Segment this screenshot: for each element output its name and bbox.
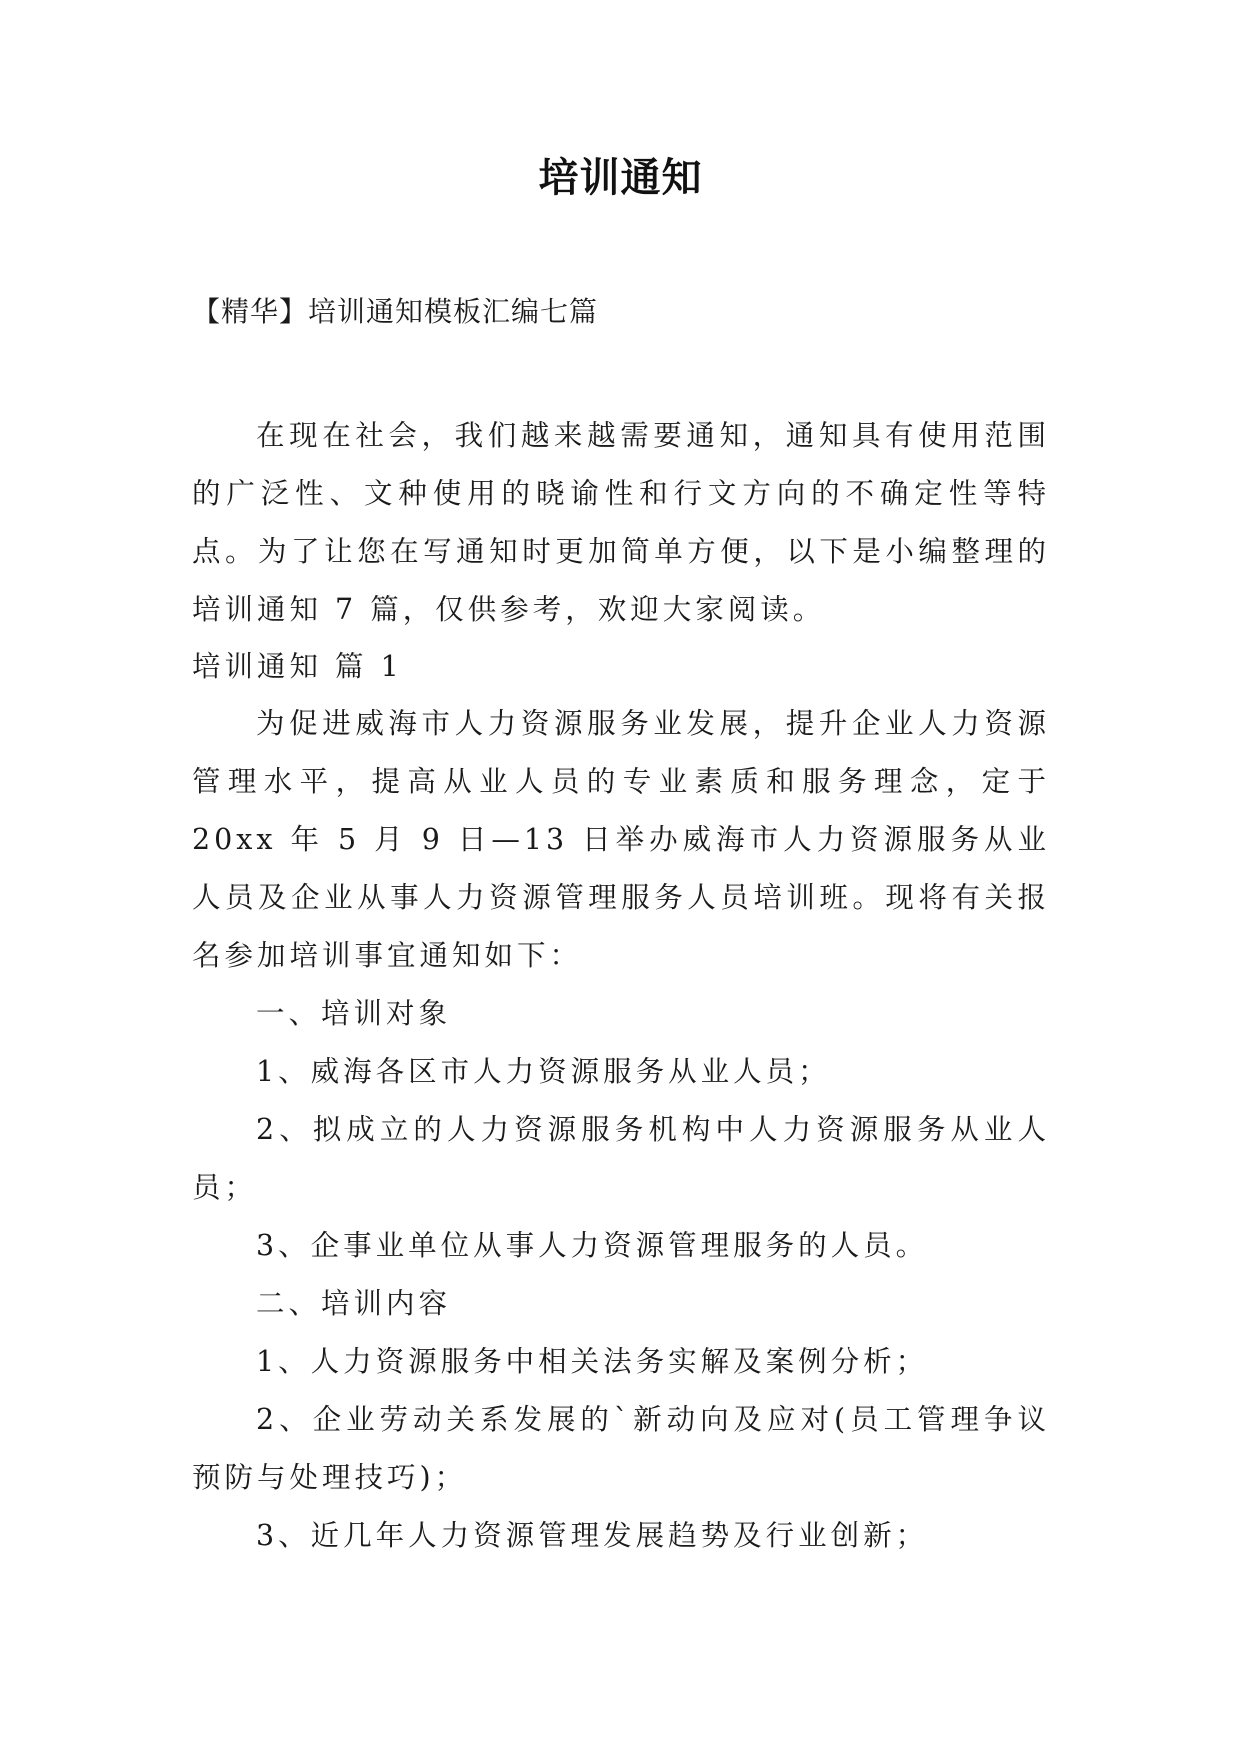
list-heading: 二、培训内容 [256, 1287, 452, 1320]
list-item: 2、企业劳动关系发展的`新动向及应对(员工管理争议预防与处理技巧)； [192, 1403, 1050, 1494]
list-item: 3、企事业单位从事人力资源管理服务的人员。 [256, 1229, 929, 1262]
list-item: 1、威海各区市人力资源服务从业人员； [256, 1055, 831, 1088]
document-body [192, 407, 1050, 1565]
body-paragraph: 为促进威海市人力资源服务业发展，提升企业人力资源管理水平，提高从业人员的专业素质和服务理念，定于 20xx 年 5 月 9 日—13 日举办威海市人力资源服务从业人员及企业从事人力资源管理服务人员培训班。现将有关报名参加培训事宜通知如下： [192, 707, 1050, 972]
list-item: 2、拟成立的人力资源服务机构中人力资源服务从业人员； [192, 1113, 1050, 1204]
list-item: 3、近几年人力资源管理发展趋势及行业创新； [256, 1519, 929, 1552]
list-heading: 一、培训对象 [256, 997, 452, 1030]
list-item: 1、人力资源服务中相关法务实解及案例分析； [256, 1345, 929, 1378]
intro-paragraph: 在现在社会，我们越来越需要通知，通知具有使用范围的广泛性、文种使用的晓谕性和行文方向的不确定性等特点。为了让您在写通知时更加简单方便，以下是小编整理的培训通知 7 篇，仅供参考，欢迎大家阅读。 [192, 419, 1050, 626]
document-title: 培训通知 [538, 155, 703, 201]
document-subtitle: 【精华】培训通知模板汇编七篇 [192, 295, 599, 328]
section-heading: 培训通知 篇 1 [192, 650, 403, 683]
